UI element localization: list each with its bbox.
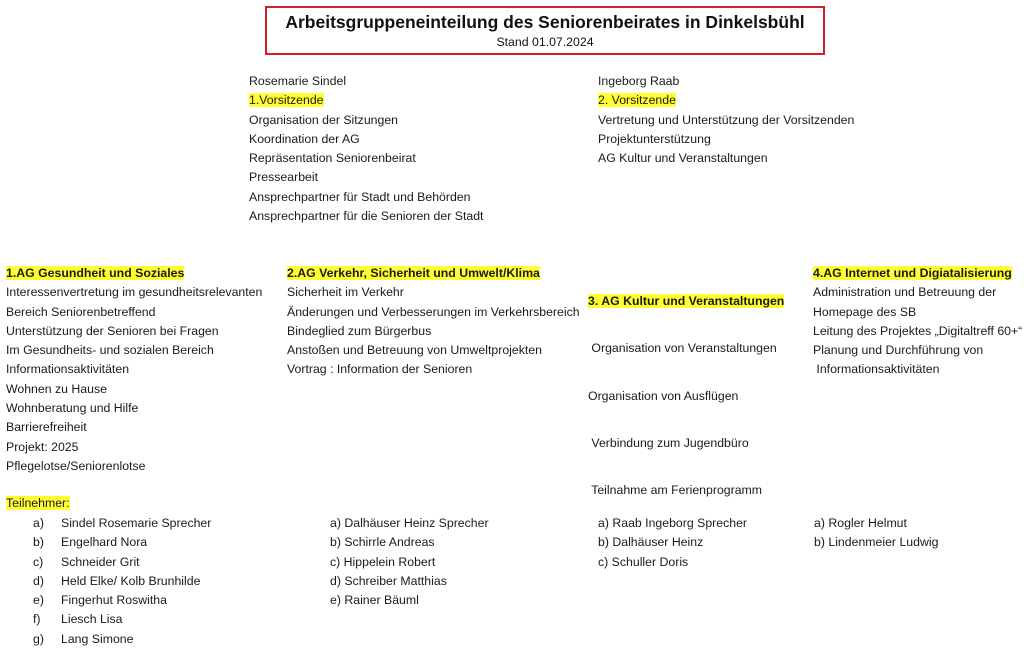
list-marker: f) (33, 612, 41, 627)
chair-1-duty: Pressearbeit (249, 170, 319, 185)
participant-name: Fingerhut Roswitha (61, 593, 167, 608)
group-4-line: Homepage des SB (813, 304, 917, 319)
group-4-line: Planung und Durchführung von (813, 343, 984, 358)
chair-1-name: Rosemarie Sindel (249, 74, 347, 88)
chair-1-duty: Organisation der Sitzungen (249, 112, 399, 127)
chair-2-name: Ingeborg Raab (598, 74, 680, 88)
list-item: c) Schuller Doris (598, 554, 689, 569)
chair-1-duty: Koordination der AG (249, 131, 360, 146)
group-1-line: Wohnberatung und Hilfe (6, 401, 139, 416)
participants-group-3 (598, 514, 747, 572)
participant-name: Lang Simone (61, 631, 134, 646)
chair-1-role: 1.Vorsitzende (249, 93, 324, 108)
group-1-title: 1.AG Gesundheit und Soziales (6, 266, 185, 280)
chair-1-duty: Ansprechpartner für die Senioren der Stadt (249, 209, 484, 224)
group-2-title: 2.AG Verkehr, Sicherheit und Umwelt/Klima (287, 266, 540, 280)
group-4-block (813, 264, 1022, 380)
chair-2-duty: Vertretung und Unterstützung der Vorsitzenden (598, 112, 855, 127)
group-3-line: Teilnahme am Ferienprogramm (588, 483, 763, 498)
chair-2-role: 2. Vorsitzende (598, 93, 676, 108)
participants-label-wrap (6, 494, 70, 513)
participants-label: Teilnehmer: (6, 496, 70, 510)
group-2-line: Vortrag : Information der Senioren (287, 362, 473, 377)
list-marker: e) (33, 593, 44, 608)
group-1-line: Informationsaktivitäten (6, 362, 130, 377)
list-item (33, 514, 211, 533)
chair-2-duty: AG Kultur und Veranstaltungen (598, 151, 768, 166)
group-2-line: Sicherheit im Verkehr (287, 285, 404, 300)
group-3-line: Verbindung zum Jugendbüro (588, 435, 749, 450)
list-item: b) Dalhäuser Heinz (598, 535, 704, 550)
group-2-line: Bindeglied zum Bürgerbus (287, 323, 432, 338)
list-item: a) Raab Ingeborg Sprecher (598, 516, 748, 530)
list-item (33, 533, 211, 552)
list-item: d) Schreiber Matthias (330, 573, 447, 588)
list-marker: a) (33, 516, 44, 530)
group-3-line: Organisation von Ausflügen (588, 388, 739, 403)
group-1-line: Unterstützung der Senioren bei Fragen (6, 323, 219, 338)
group-3-line: Organisation von Veranstaltungen (588, 341, 777, 356)
group-3-title: 3. AG Kultur und Veranstaltungen (588, 294, 785, 308)
list-item: e) Rainer Bäuml (330, 593, 419, 608)
group-1-line: Barrierefreiheit (6, 420, 87, 435)
list-item (33, 610, 211, 629)
page-date: Stand 01.07.2024 (496, 35, 594, 49)
group-1-line: Pflegelotse/Seniorenlotse (6, 458, 146, 473)
chair-1-duty: Repräsentation Seniorenbeirat (249, 151, 416, 166)
group-3-block (588, 264, 784, 514)
participants-group-2 (330, 514, 489, 610)
participants-group-4 (814, 514, 938, 553)
group-4-line: Leitung des Projektes „Digitaltreff 60+“ (813, 323, 1023, 338)
list-item (33, 591, 211, 610)
list-marker: c) (33, 554, 44, 569)
title-box (265, 6, 825, 55)
list-item (33, 553, 211, 572)
chair-1-duty: Ansprechpartner für Stadt und Behörden (249, 189, 471, 204)
participant-name: Sindel Rosemarie Sprecher (61, 516, 212, 530)
participant-name: Schneider Grit (61, 554, 140, 569)
group-4-line: Informationsaktivitäten (813, 362, 940, 377)
group-1-line: Projekt: 2025 (6, 439, 79, 454)
list-item: b) Schirrle Andreas (330, 535, 435, 550)
participant-name: Engelhard Nora (61, 535, 148, 550)
group-2-block (287, 264, 580, 380)
group-1-line: Bereich Seniorenbetreffend (6, 304, 156, 319)
group-1-block (6, 264, 262, 476)
participants-group-1 (33, 514, 211, 649)
group-1-line: Interessenvertretung im gesundheitsrelevanten (6, 285, 263, 300)
participant-name: Held Elke/ Kolb Brunhilde (61, 573, 201, 588)
group-2-line: Anstoßen und Betreuung von Umweltprojekten (287, 343, 542, 358)
list-marker: d) (33, 573, 44, 588)
group-2-line: Änderungen und Verbesserungen im Verkehrsbereich (287, 304, 580, 319)
chair-2-block (598, 72, 854, 168)
chair-2-duty: Projektunterstützung (598, 131, 711, 146)
group-1-line: Im Gesundheits- und sozialen Bereich (6, 343, 214, 358)
chair-1-block (249, 72, 483, 226)
participant-name: Liesch Lisa (61, 612, 123, 627)
group-1-line: Wohnen zu Hause (6, 381, 107, 396)
list-marker: g) (33, 631, 44, 646)
list-item: b) Lindenmeier Ludwig (814, 535, 939, 550)
group-4-line: Administration und Betreuung der (813, 285, 997, 300)
list-item: a) Dalhäuser Heinz Sprecher (330, 516, 489, 530)
page-title: Arbeitsgruppeneinteilung des Seniorenbeirates in Dinkelsbühl (285, 12, 805, 32)
list-item (33, 572, 211, 591)
list-item (33, 630, 211, 649)
group-4-title: 4.AG Internet und Digiatalisierung (813, 266, 1012, 280)
list-item: a) Rogler Helmut (814, 516, 907, 530)
list-item: c) Hippelein Robert (330, 554, 436, 569)
list-marker: b) (33, 535, 44, 550)
